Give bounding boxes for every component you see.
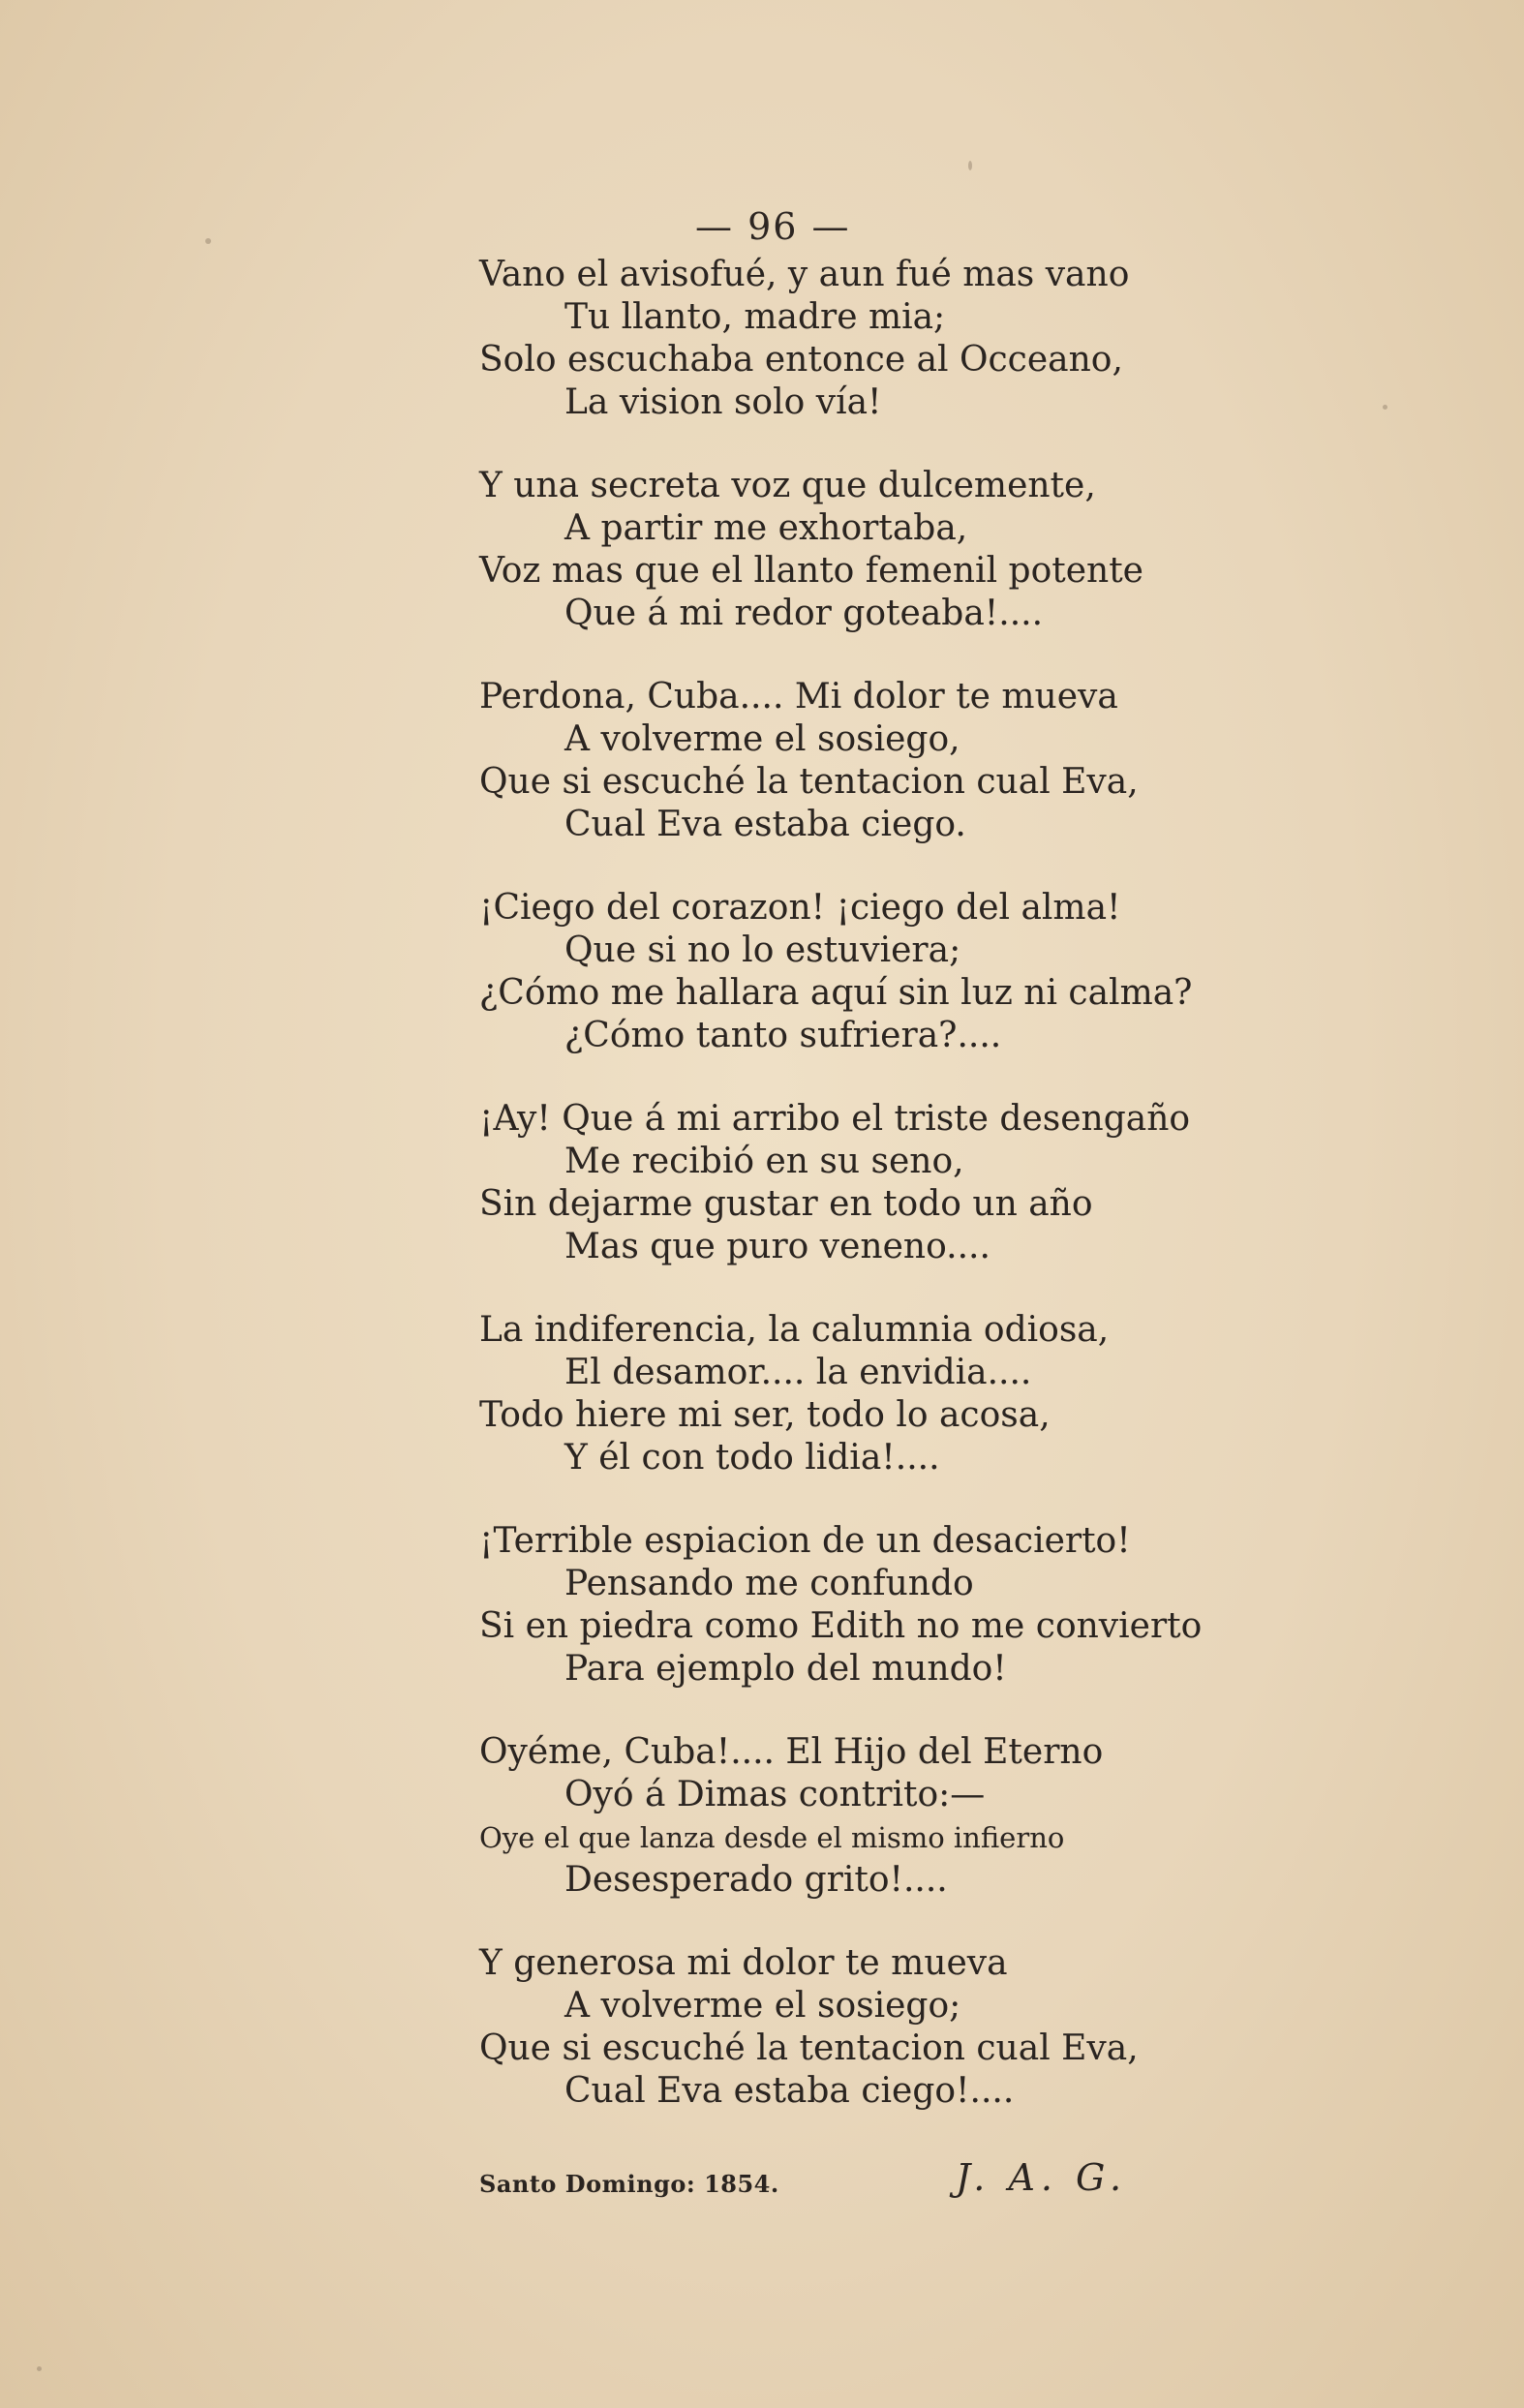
verse-line: La indiferencia, la calumnia odiosa,	[479, 1310, 1110, 1350]
verse-line: Oyéme, Cuba!.... El Hijo del Eterno	[479, 1732, 1104, 1772]
verse-line: Pensando me confundo	[564, 1564, 974, 1603]
verse-line: ¡Ay! Que á mi arribo el triste desengaño	[479, 1099, 1191, 1139]
verse-line: Solo escuchaba entonce al Occeano,	[479, 340, 1123, 380]
paper-speck	[1383, 405, 1387, 410]
verse-line: Que si no lo estuviera;	[564, 930, 961, 970]
verse-line: Y generosa mi dolor te mueva	[479, 1943, 1008, 1983]
stanza-7	[479, 1520, 1448, 1691]
verse-line: Que si escuché la tentacion cual Eva,	[479, 2028, 1139, 2068]
stanza-1	[479, 254, 1448, 424]
stanza-8	[479, 1731, 1448, 1902]
verse-line: Sin dejarme gustar en todo un año	[479, 1184, 1093, 1224]
verse-line: Cual Eva estaba ciego.	[564, 805, 966, 844]
paper-speck	[968, 161, 972, 170]
verse-line: ¿Cómo me hallara aquí sin luz ni calma?	[479, 973, 1193, 1013]
verse-line: Me recibió en su seno,	[564, 1142, 964, 1181]
verse-line: Voz mas que el llanto femenil potente	[479, 551, 1143, 591]
verse-line: Perdona, Cuba.... Mi dolor te mueva	[479, 677, 1118, 716]
verse-line: Vano el avisofué, y aun fué mas vano	[479, 255, 1130, 294]
verse-line: Oyó á Dimas contrito:—	[564, 1775, 986, 1814]
stanza-9	[479, 1942, 1448, 2113]
author-initials: J. A. G.	[956, 2156, 1128, 2199]
stanza-5	[479, 1098, 1448, 1268]
paper-speck	[205, 238, 211, 244]
place-date: Santo Domingo: 1854.	[479, 2170, 779, 2198]
verse-line: Si en piedra como Edith no me convierto	[479, 1606, 1203, 1646]
verse-line: Que si escuché la tentacion cual Eva,	[479, 762, 1139, 802]
poem	[479, 254, 1448, 2153]
verse-line: Desesperado grito!....	[564, 1860, 948, 1900]
verse-line: ¿Cómo tanto sufriera?....	[564, 1016, 1002, 1055]
verse-line: ¡Terrible espiacion de un desacierto!	[479, 1521, 1131, 1561]
verse-line: Y una secreta voz que dulcemente,	[479, 466, 1096, 505]
verse-line: A partir me exhortaba,	[564, 508, 968, 548]
verse-line: A volverme el sosiego;	[564, 1986, 961, 2026]
stanza-4	[479, 887, 1448, 1057]
verse-line: Oye el que lanza desde el mismo infierno	[479, 1821, 1065, 1854]
verse-line: Mas que puro veneno....	[564, 1227, 991, 1266]
verse-line: A volverme el sosiego,	[564, 719, 960, 759]
verse-line: La vision solo vía!	[564, 382, 882, 422]
verse-line: Que á mi redor goteaba!....	[564, 594, 1044, 633]
verse-line: El desamor.... la envidia....	[564, 1353, 1032, 1392]
signature-footer	[479, 2156, 1157, 2205]
page-number: — 96 —	[695, 205, 851, 248]
verse-line: Cual Eva estaba ciego!....	[564, 2071, 1015, 2111]
stanza-6	[479, 1309, 1448, 1479]
verse-line: Y él con todo lidia!....	[564, 1438, 940, 1478]
stanza-2	[479, 465, 1448, 635]
paper-speck	[37, 2366, 42, 2371]
verse-line: Tu llanto, madre mia;	[564, 297, 946, 337]
stanza-3	[479, 676, 1448, 846]
verse-line: ¡Ciego del corazon! ¡ciego del alma!	[479, 888, 1121, 928]
verse-line: Todo hiere mi ser, todo lo acosa,	[479, 1395, 1051, 1435]
verse-line: Para ejemplo del mundo!	[564, 1649, 1007, 1689]
